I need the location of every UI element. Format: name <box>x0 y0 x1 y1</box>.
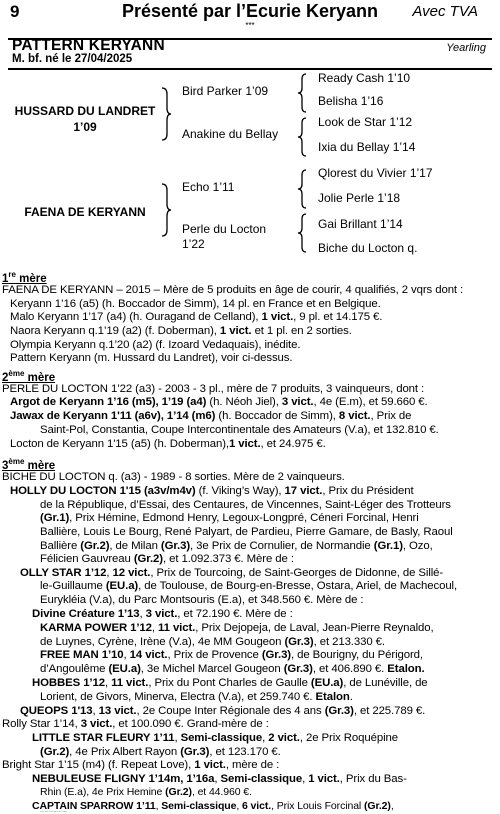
pedigree-sire-year: 1’09 <box>73 120 97 134</box>
hobbes-line-1: HOBBES 1’12, 11 vict., Prix du Pont Charles de Gaulle (EU.a), de Lunéville, de <box>32 677 428 689</box>
hobbes-line-2: Lorient, de Givors, Minerva, Electra (V.a), et 259.740 €. Etalon. <box>40 691 353 703</box>
bright-star-line: Bright Star 1’15 (m4) (f. Repeat Love), 1 vict., mère de : <box>2 759 280 771</box>
captain-sparrow-line-1: CAPTAIN SPARROW 1’11, Semi-classique, 6 vict., Prix Louis Forcinal (Gr.2), <box>32 800 394 812</box>
second-dam-produce-2: Jawax de Keryann 1'11 (a6v), 1’14 (m6) (h. Boccador de Simm), 8 vict., Prix de <box>10 410 412 422</box>
pedigree-sire: HUSSARD DU LANDRET <box>14 104 156 118</box>
third-dam-summary: BICHE DU LOCTON q. (a3) - 1989 - 8 sorties. Mère de 2 vainqueurs. <box>2 471 345 483</box>
section-third-dam: 3ème mère <box>2 457 56 472</box>
holly-line-2: de la République, d’Essai, des Centaures, de Vincennes, Saint-Léger des Trotteurs <box>40 499 451 511</box>
first-dam-produce-3: Naora Keryann q.1’19 (a2) (f. Doberman), 1 vict. et 1 pl. en 2 sorties. <box>10 325 352 337</box>
olly-line-1: OLLY STAR 1’12, 12 vict., Prix de Tourcoing, de Saint-Georges de Didonne, de Sillé- <box>20 567 444 579</box>
second-dam-produce-1: Argot de Keryann 1’16 (m5), 1’19 (a4) (h. Néoh Jiel), 3 vict., 4e (E.m), et 59.660 €. <box>10 396 428 408</box>
queops-line: QUEOPS 1'13, 13 vict., 2e Coupe Inter Régionale des 4 ans (Gr.3), et 225.789 €. <box>20 705 426 717</box>
holly-line-1: HOLLY DU LOCTON 1'15 (a3v/m4v) (f. Viking’s Way), 17 vict., Prix du Président <box>10 485 414 497</box>
vat-note: Avec TVA <box>412 3 478 20</box>
pedigree-ggs6: Jolie Perle 1’18 <box>318 191 401 205</box>
horse-name: PATTERN KERYANN <box>12 37 165 54</box>
lot-number: 9 <box>10 2 20 21</box>
karma-line-1: KARMA POWER 1’12, 11 vict., Prix Dejopeja, de Laval, Jean-Pierre Reynaldo, <box>40 622 434 634</box>
pedigree-braces-1 <box>158 84 172 254</box>
rolly-line: Rolly Star 1’14, 3 vict., et 100.090 €. Grand-mère de : <box>2 718 269 730</box>
pedigree-ggs2: Belisha 1’16 <box>318 94 384 108</box>
pedigree-ggs1: Ready Cash 1’10 <box>318 71 411 85</box>
pedigree-gs4: Perle du Locton <box>182 222 267 236</box>
pedigree-ggs7: Gai Brillant 1’14 <box>318 217 403 231</box>
freeman-line-1: FREE MAN 1’10, 14 vict., Prix de Provence (Gr.3), de Bourigny, du Périgord, <box>40 649 423 661</box>
holly-line-4: Ballière, Louis Le Bourg, René Palyart, de Pardieu, Pierre Gamare, de Basly, Raoul <box>40 526 453 538</box>
holly-line-6: Félicien Gauvreau (Gr.2), et 1.092.373 €. Mère de : <box>40 553 294 565</box>
olly-line-3: Eurykléia (V.a), du Parc Montsouris (E.a), et 348.560 €. Mère de : <box>40 594 364 606</box>
little-star-line-1: LITTLE STAR FLEURY 1’11, Semi-classique, 2 vict., 2e Prix Roquépine <box>32 732 399 744</box>
pedigree-gs2: Anakine du Bellay <box>182 127 279 141</box>
karma-line-2: de Luynes, Cyrène, Irène (V.a), 4e MM Gougeon (Gr.3), et 213.330 €. <box>40 636 385 648</box>
second-dam-produce-3: Locton de Keryann 1'15 (a5) (h. Doberman),1 vict., et 24.975 €. <box>10 438 326 450</box>
captain-sparrow-line-2: GP Stad Waregem à Waregem (Gr.2), et 383.936 €. Etalon. <box>40 812 67 813</box>
pedigree-gs3: Echo 1’11 <box>182 180 235 194</box>
section-first-dam: 1re mère <box>2 270 47 285</box>
consignor-title: Présenté par l’Ecurie Keryann <box>121 1 379 21</box>
first-dam-produce-1: Keryann 1’16 (a5) (h. Boccador de Simm), 14 pl. en France et en Belgique. <box>10 298 381 310</box>
pedigree-braces-2 <box>296 70 310 260</box>
first-dam-produce-2: Malo Keryann 1’17 (a4) (h. Ouragand de Celland), 1 vict., 9 pl. et 14.175 €. <box>10 311 383 323</box>
pedigree-dam: FAENA DE KERYANN <box>24 205 146 219</box>
horse-category: Yearling <box>446 42 486 54</box>
pedigree-ggs5: Qlorest du Vivier 1’17 <box>318 166 433 180</box>
pedigree-gs1: Bird Parker 1’09 <box>182 84 269 98</box>
horse-birth: M. bf. né le 27/04/2025 <box>12 53 133 65</box>
pedigree-gs4-year: 1’22 <box>182 237 205 251</box>
holly-line-3: (Gr.1), Prix Hémine, Edmond Henry, Legoux-Longpré, Céneri Forcinal, Henri <box>40 512 419 524</box>
second-dam-summary: PERLE DU LOCTON 1’22 (a3) - 2003 - 3 pl., mère de 7 produits, 3 vainqueurs, dont : <box>2 383 425 395</box>
first-dam-produce-5: Pattern Keryann (m. Hussard du Landret), voir ci-dessus. <box>10 352 293 364</box>
olly-line-2: le-Guillaume (EU.a), de Toulouse, de Bourg-en-Bresse, Ostara, Ariel, de Machecoul, <box>40 580 458 592</box>
nebuleuse-line-1: NEBULEUSE FLIGNY 1’14m, 1’16a, Semi-classique, 1 vict., Prix du Bas- <box>32 773 407 785</box>
divine-line: Divine Créature 1’13, 3 vict., et 72.190 €. Mère de : <box>32 608 293 620</box>
first-dam-summary: FAENA DE KERYANN – 2015 – Mère de 5 produits en âge de courir, 4 qualifiés, 2 vqrs dont : <box>2 284 464 296</box>
first-dam-produce-4: Olympia Keryann q.1’20 (a2) (f. Izoard Vedaquais), inédite. <box>10 339 301 351</box>
pedigree-ggs8: Biche du Locton q. <box>318 241 418 255</box>
holly-line-5: Ballière (Gr.2), de Milan (Gr.3), 3e Prix de Cornulier, de Normandie (Gr.1), Ozo, <box>40 540 433 552</box>
pedigree-ggs4: Ixia du Bellay 1’14 <box>318 140 416 154</box>
section-second-dam: 2ème mère <box>2 369 56 384</box>
freeman-line-2: d’Angoulême (EU.a), 3e Michel Marcel Gougeon (Gr.3), et 406.890 €. Etalon. <box>40 663 425 675</box>
pedigree-ggs3: Look de Star 1’12 <box>318 115 413 129</box>
title-stars: *** <box>245 21 255 30</box>
second-dam-produce-2-cont: Saint-Pol, Constantia, Coupe Intercontinentale des Amateurs (V.a), et 132.810 €. <box>40 424 439 436</box>
little-star-line-2: (Gr.2), 4e Prix Albert Rayon (Gr.3), et 123.170 €. <box>40 746 281 758</box>
nebuleuse-line-2: Rhin (E.a), 4e Prix Hemine (Gr.2), et 44.960 €. <box>40 786 252 798</box>
